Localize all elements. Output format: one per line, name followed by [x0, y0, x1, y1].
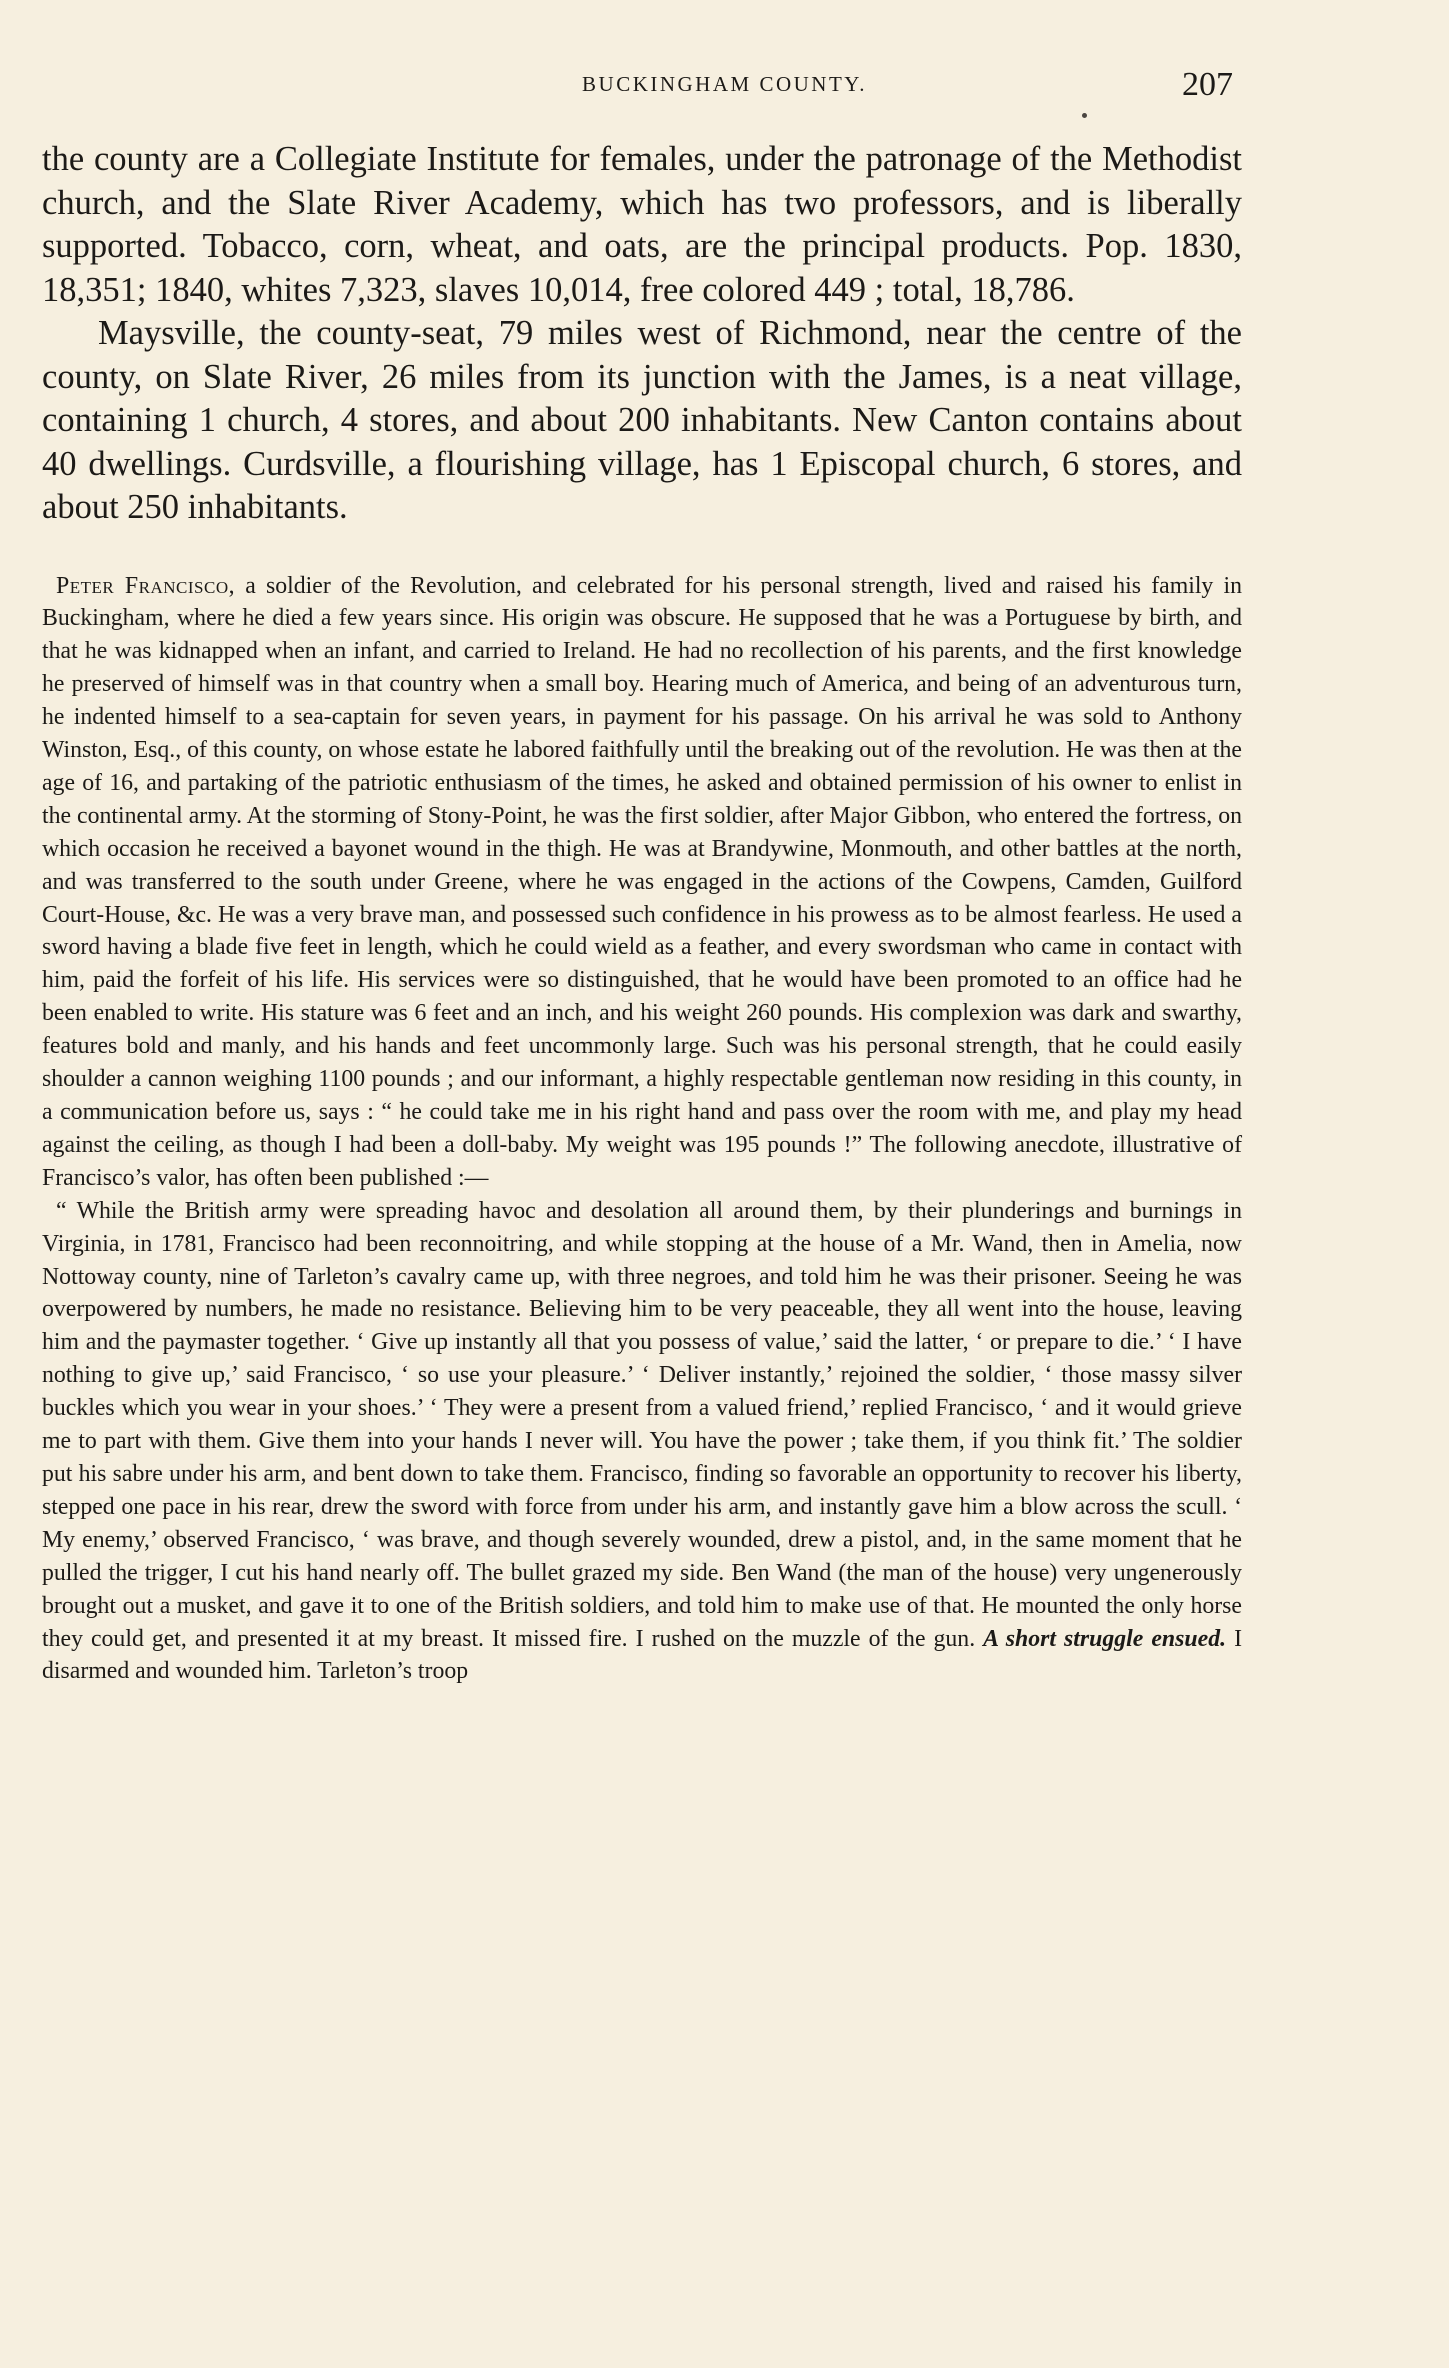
- running-head: [0, 66, 1449, 106]
- page-number: 207: [1182, 66, 1233, 103]
- biography-section: [42, 570, 1242, 1689]
- anecdote-text: “ While the British army were spreading havoc and desolation all around them, by their plunderings and burnings in Virginia, in 1781, Francisco had been reconnoitring, and while stopping at the house of a Mr. Wand, then in Amelia, now Nottoway county, nine of Tarleton’s cavalry came up, with three negroes, and told him he was their prisoner. Seeing he was overpowered by numbers, he made no resistance. Believing him to be very peaceable, they all went into the house, leaving him and the paymaster together. ‘ Give up instantly all that you possess of value,’ said the latter, ‘ or prepare to die.’ ‘ I have nothing to give up,’ said Francisco, ‘ so use your pleasure.’ ‘ Deliver instantly,’ rejoined the soldier, ‘ those massy silver buckles which you wear in your shoes.’ ‘ They were a present from a valued friend,’ replied Francisco, ‘ and it would grieve me to part with them. Give them into your hands I never will. You have the power ; take them, if you think fit.’ The soldier put his sabre under his arm, and bent down to take them. Francisco, finding so favorable an opportunity to recover his liberty, stepped one pace in his rear, drew the sword with force from under his arm, and instantly gave him a blow across the scull. ‘ My enemy,’ observed Francisco, ‘ was brave, and though severely wounded, drew a pistol, and, in the same moment that he pulled the trigger, I cut his hand nearly off. The bullet grazed my side. Ben Wand (the man of the house) very ungenerously brought out a musket, and gave it to one of the British soldiers, and told him to make use of that. He mounted the only horse they could get, and presented it at my breast. It missed fire. I rushed on the muzzle of the gun.: [42, 1197, 1242, 1652]
- anecdote-emphasis: A short struggle ensued.: [983, 1625, 1227, 1652]
- maysville-paragraph: Maysville, the county-seat, 79 miles west of Richmond, near the centre of the county, on Slate River, 26 miles from its junction with the James, is a neat village, containing 1 church, 4 stores, and about 200 inhabitants. New Canton contains about 40 dwellings. Curdsville, a flourishing village, has 1 Episcopal church, 6 stores, and about 250 inhabitants.: [42, 314, 1242, 526]
- biography-text: a soldier of the Revolution, and celebrated for his personal strength, lived and raised his family in Buckingham, where he died a few years since. His origin was obscure. He supposed that he was a Portuguese by birth, and that he was kidnapped when an infant, and carried to Ireland. He had no recollection of his parents, and the first knowledge he preserved of himself was in that country when a small boy. Hearing much of America, and being of an adventurous turn, he indented himself to a sea-captain for seven years, in payment for his passage. On his arrival he was sold to Anthony Winston, Esq., of this county, on whose estate he labored faithfully until the breaking out of the revolution. He was then at the age of 16, and partaking of the patriotic enthusiasm of the times, he asked and obtained permission of his owner to enlist in the continental army. At the storming of Stony-Point, he was the first soldier, after Major Gibbon, who entered the fortress, on which occasion he received a bayonet wound in the thigh. He was at Brandywine, Monmouth, and other battles at the north, and was transferred to the south under Greene, where he was engaged in the actions of the Cowpens, Camden, Guilford Court-House, &c. He was a very brave man, and possessed such confidence in his prowess as to be almost fearless. He used a sword having a blade five feet in length, which he could wield as a feather, and every swordsman who came in contact with him, paid the forfeit of his life. His services were so distinguished, that he would have been promoted to an office had he been enabled to write. His stature was 6 feet and an inch, and his weight 260 pounds. His complexion was dark and swarthy, features bold and manly, and his hands and feet uncommonly large. Such was his personal strength, that he could easily shoulder a cannon weighing 1100 pounds ; and our informant, a highly respectable gentleman now residing in this county, in a communication before us, says : “ he could take me in his right hand and pass over the room with me, and play my head against the ceiling, as though I had been a doll-baby. My weight was 195 pounds !” The following anecdote, illustrative of Francisco’s valor, has often been published :—: [42, 572, 1243, 1191]
- body-text: [42, 138, 1242, 1688]
- anecdote-tail: I disarmed and wounded him. Tarleton’s troop: [42, 1625, 1243, 1685]
- anecdote-paragraph: [42, 1195, 1242, 1689]
- biography-name: Peter Francisco,: [56, 572, 236, 599]
- print-speck: [1082, 113, 1087, 118]
- running-title: BUCKINGHAM COUNTY.: [582, 72, 867, 96]
- county-paragraph: the county are a Collegiate Institute for females, under the patronage of the Methodist church, and the Slate River Academy, which has two professors, and is liberally supported. Tobacco, corn, wheat, and oats, are the principal products. Pop. 1830, 18,351; 1840, whites 7,323, slaves 10,014, free colored 449 ; total, 18,786.: [42, 140, 1242, 309]
- biography-paragraph: [42, 570, 1242, 1195]
